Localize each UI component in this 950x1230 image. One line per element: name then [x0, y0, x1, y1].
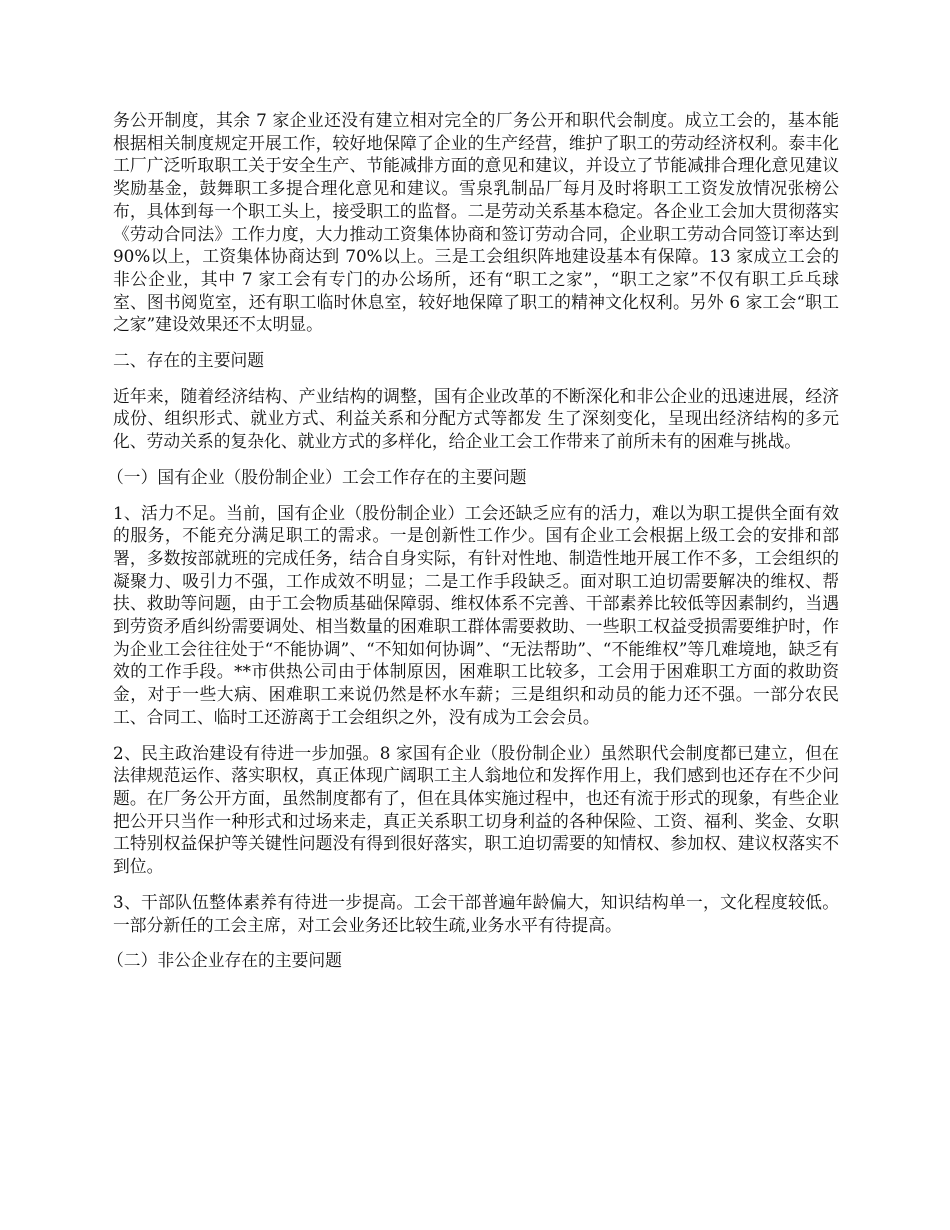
body-paragraph: 近年来，随着经济结构、产业结构的调整，国有企业改革的不断深化和非公企业的迅速进展，经济成份、组织形式、就业方式、利益关系和分配方式等都发 生了深刻变化，呈现出经济结构的多元化、劳动关系的复杂化、就业方式的多样化，给企业工会工作带来了前所未有的困难与挑战。 [113, 385, 839, 452]
body-paragraph: 3、干部队伍整体素养有待进一步提高。工会干部普遍年龄偏大，知识结构单一，文化程度较低。一部分新任的工会主席，对工会业务还比较生疏,业务水平有待提高。 [113, 891, 839, 935]
subsection-heading: （二）非公企业存在的主要问题 [107, 950, 342, 971]
subsection-heading: （一）国有企业（股份制企业）工会工作存在的主要问题 [107, 466, 527, 487]
section-heading: 二、存在的主要问题 [113, 350, 265, 371]
body-paragraph: 2、民主政治建设有待进一步加强。8 家国有企业（股份制企业）虽然职代会制度都已建立，但在法律规范运作、落实职权，真正体现广阔职工主人翁地位和发挥作用上，我们感到也还存在不少问题。在厂务公开方面，虽然制度都有了，但在具体实施过程中，也还有流于形式的现象，有些企业把公开只当作一种形式和过场来走，真正关系职工切身利益的各种保险、工资、福利、奖金、女职工特别权益保护等关键性问题没有得到很好落实，职工迫切需要的知情权、参加权、建议权落实不到位。 [113, 742, 839, 877]
body-paragraph: 务公开制度，其余 7 家企业还没有建立相对完全的厂务公开和职代会制度。成立工会的，基本能根据相关制度规定开展工作，较好地保障了企业的生产经营，维护了职工的劳动经济权利。泰丰化工厂广泛听取职工关于安全生产、节能减排方面的意见和建议，并设立了节能减排合理化意见建议奖励基金，鼓舞职工多提合理化意见和建议。雪泉乳制品厂每月及时将职工工资发放情况张榜公布，具体到每一个职工头上，接受职工的监督。二是劳动关系基本稳定。各企业工会加大贯彻落实《劳动合同法》工作力度，大力推动工资集体协商和签订劳动合同，企业职工劳动合同签订率达到 90%以上，工资集体协商达到 70%以上。三是工会组织阵地建设基本有保障。13 家成立工会的非公企业，其中 7 家工会有专门的办公场所，还有“职工之家”，“职工之家”不仅有职工乒乓球室、图书阅览室，还有职工临时休息室，较好地保障了职工的精神文化权利。另外 6 家工会“职工之家”建设效果还不太明显。 [113, 110, 839, 335]
body-paragraph: 1、活力不足。当前，国有企业（股份制企业）工会还缺乏应有的活力，难以为职工提供全面有效的服务，不能充分满足职工的需求。一是创新性工作少。国有企业工会根据上级工会的安排和部署，多数按部就班的完成任务，结合自身实际，有针对性地、制造性地开展工作不多，工会组织的凝聚力、吸引力不强，工作成效不明显；二是工作手段缺乏。面对职工迫切需要解决的维权、帮扶、救助等问题，由于工会物质基础保障弱、维权体系不完善、干部素养比较低等因素制约，当遇到劳资矛盾纠纷需要调处、相当数量的困难职工群体需要救助、一些职工权益受损需要维护时，作为企业工会往往处于“不能协调”、“不知如何协调”、“无法帮助”、“不能维权”等几难境地，缺乏有效的工作手段。**市供热公司由于体制原因，困难职工比较多，工会用于困难职工方面的救助资金，对于一些大病、困难职工来说仍然是杯水车薪；三是组织和动员的能力还不强。一部分农民工、合同工、临时工还游离于工会组织之外，没有成为工会会员。 [113, 502, 839, 727]
document-page [107, 109, 839, 985]
